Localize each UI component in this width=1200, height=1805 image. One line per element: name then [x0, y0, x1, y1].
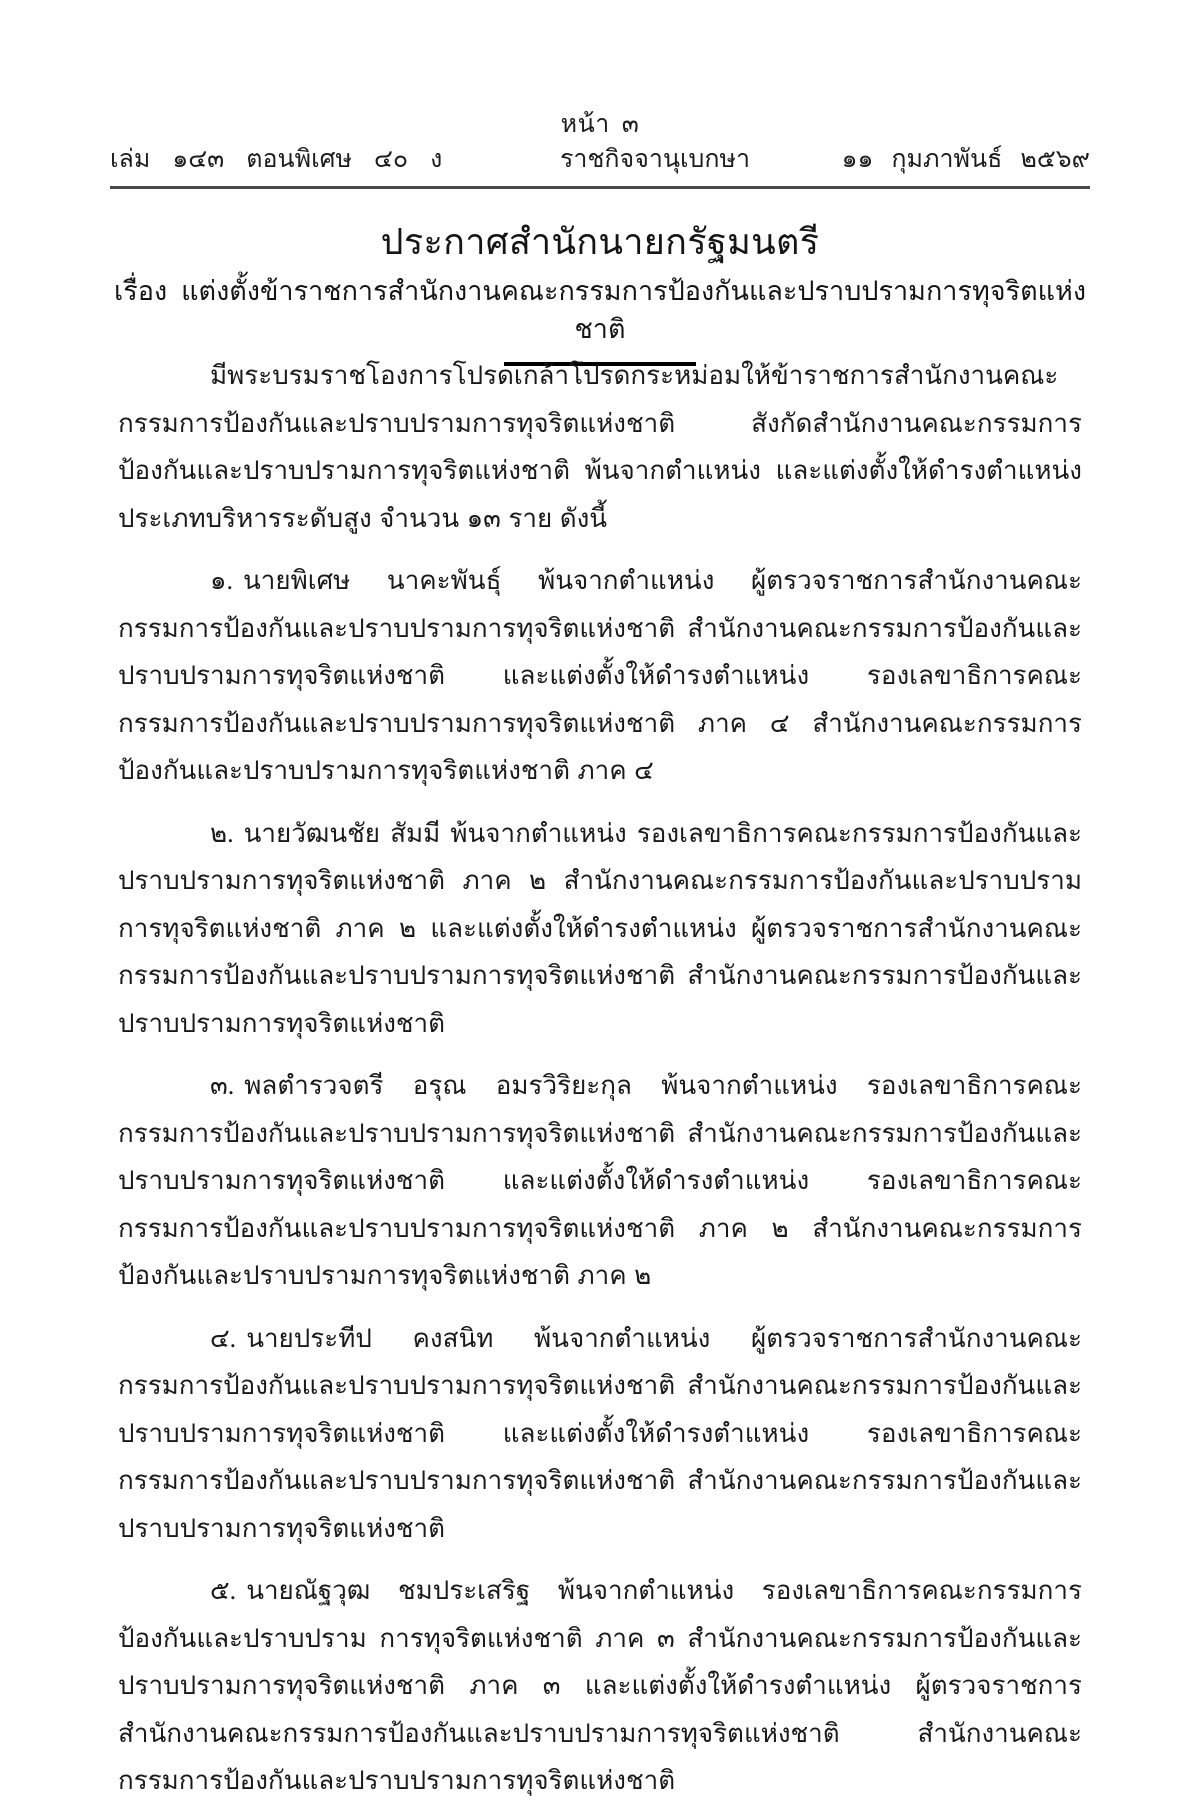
list-item-number: ๔.	[210, 1323, 237, 1353]
document-title: ประกาศสำนักนายกรัฐมนตรี	[380, 222, 820, 262]
header-date-group	[842, 142, 1090, 178]
list-item-number: ๒.	[210, 818, 234, 848]
list-item	[118, 557, 1082, 795]
date-month: กุมภาพันธ์	[891, 146, 1003, 173]
header-row	[110, 142, 1090, 182]
header-divider-rule	[110, 186, 1090, 189]
header-volume-group	[110, 142, 442, 178]
list-item-text: พลตำรวจตรี อรุณ อมรวิริยะกุล พ้นจากตำแหน่ง รองเลขาธิการคณะกรรมการป้องกันและปราบปรามการทุจริตแห่งชาติ สำนักงานคณะกรรมการป้องกันและปราบปรามการทุจริตแห่งชาติ และแต่งตั้งให้ดำรงตำแหน่ง รองเลขาธิการคณะกรรมการป้องกันและปราบปรามการทุจริตแห่งชาติ ภาค ๒ สำนักงานคณะกรรมการป้องกันและปราบปรามการทุจริตแห่งชาติ ภาค ๒	[118, 1071, 1082, 1290]
section-label: ตอนพิเศษ	[246, 146, 352, 173]
page-number: ๓	[621, 111, 640, 138]
subject-label: เรื่อง	[114, 276, 168, 306]
list-item-number: ๑.	[210, 566, 234, 595]
section-letter: ง	[430, 146, 443, 173]
preamble-paragraph	[118, 352, 1082, 542]
list-item-text: นายวัฒนชัย สัมมี พ้นจากตำแหน่ง รองเลขาธิการคณะกรรมการป้องกันและปราบปรามการทุจริตแห่งชาติ ภาค ๒ สำนักงานคณะกรรมการป้องกันและปราบปรามการทุจริตแห่งชาติ ภาค ๒ และแต่งตั้งให้ดำรงตำแหน่ง ผู้ตรวจราชการสำนักงานคณะกรรมการป้องกันและปราบปรามการทุจริตแห่งชาติ สำนักงานคณะกรรมการป้องกันและปราบปรามการทุจริตแห่งชาติ	[118, 818, 1082, 1038]
list-item	[118, 1315, 1082, 1553]
subject-text: แต่งตั้งข้าราชการสำนักงานคณะกรรมการป้องกันและปราบปรามการทุจริตแห่งชาติ	[181, 276, 1086, 344]
volume-label: เล่ม	[110, 146, 151, 173]
page-label: หน้า	[560, 111, 610, 138]
body-content	[118, 352, 1082, 1805]
section-number: ๔๐	[373, 146, 409, 173]
title-block	[110, 218, 1090, 366]
list-item	[118, 1567, 1082, 1805]
list-item	[118, 810, 1082, 1048]
list-item-text: นายประทีป คงสนิท พ้นจากตำแหน่ง ผู้ตรวจราชการสำนักงานคณะกรรมการป้องกันและปราบปรามการทุจริตแห่งชาติ สำนักงานคณะกรรมการป้องกันและปราบปรามการทุจริตแห่งชาติ และแต่งตั้งให้ดำรงตำแหน่ง รองเลขาธิการคณะกรรมการป้องกันและปราบปรามการทุจริตแห่งชาติ สำนักงานคณะกรรมการป้องกันและปราบปรามการทุจริตแห่งชาติ	[118, 1323, 1082, 1543]
list-item-number: ๓.	[210, 1071, 235, 1100]
list-item-number: ๕.	[210, 1576, 237, 1605]
list-item-text: นายณัฐวุฒ ชมประเสริฐ พ้นจากตำแหน่ง รองเลขาธิการคณะกรรมการป้องกันและปราบปราม การทุจริตแห่งชาติ ภาค ๓ สำนักงานคณะกรรมการป้องกันและปราบปรามการทุจริตแห่งชาติ ภาค ๓ และแต่งตั้งให้ดำรงตำแหน่ง ผู้ตรวจราชการสำนักงานคณะกรรมการป้องกันและปราบปรามการทุจริตแห่งชาติ สำนักงานคณะกรรมการป้องกันและปราบปรามการทุจริตแห่งชาติ	[118, 1576, 1082, 1795]
document-subtitle	[110, 272, 1090, 348]
gazette-name: ราชกิจจานุเบกษา	[559, 146, 751, 173]
page-number-line	[110, 108, 1090, 142]
preamble-text: มีพระบรมราชโองการโปรดเกล้าโปรดกระหม่อมให้ข้าราชการสำนักงานคณะกรรมการป้องกันและปราบปรามการทุจริตแห่งชาติ สังกัดสำนักงานคณะกรรมการป้องกันและปราบปรามการทุจริตแห่งชาติ พ้นจากตำแหน่ง และแต่งตั้งให้ดำรงตำแหน่งประเภทบริหารระดับสูง จำนวน ๑๓ ราย ดังนี้	[118, 361, 1082, 533]
list-item	[118, 1062, 1082, 1300]
date-year: ๒๕๖๙	[1020, 146, 1090, 173]
gazette-header	[110, 108, 1090, 182]
date-day: ๑๑	[841, 146, 874, 173]
volume-number: ๑๔๓	[172, 146, 225, 173]
list-item-text: นายพิเศษ นาคะพันธุ์ พ้นจากตำแหน่ง ผู้ตรวจราชการสำนักงานคณะกรรมการป้องกันและปราบปรามการทุจริตแห่งชาติ สำนักงานคณะกรรมการป้องกันและปราบปรามการทุจริตแห่งชาติ และแต่งตั้งให้ดำรงตำแหน่ง รองเลขาธิการคณะกรรมการป้องกันและปราบปรามการทุจริตแห่งชาติ ภาค ๔ สำนักงานคณะกรรมการป้องกันและปราบปรามการทุจริตแห่งชาติ ภาค ๔	[118, 566, 1082, 785]
